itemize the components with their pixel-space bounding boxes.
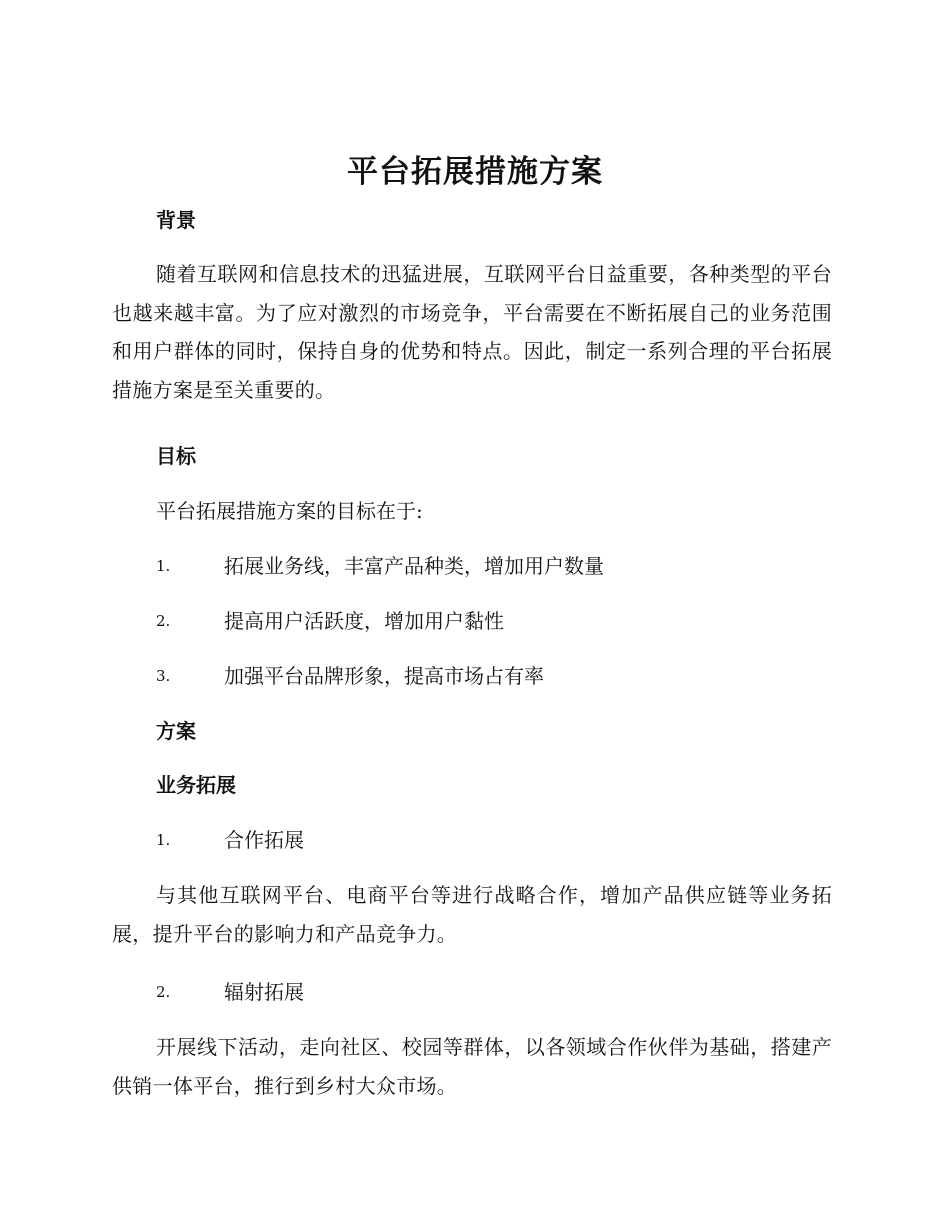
cooperation-expansion-paragraph: 与其他互联网平台、电商平台等进行战略合作，增加产品供应链等业务拓展，提升平台的影响力和产品竞争力。 [112, 883, 832, 946]
goal-item-text: 拓展业务线，丰富产品种类，增加用户数量 [224, 554, 604, 578]
goal-item-text: 加强平台品牌形象，提高市场占有率 [224, 664, 544, 688]
document-title: 平台拓展措施方案 [347, 154, 603, 190]
plan-item-number: 2. [156, 983, 171, 1001]
plan-heading: 方案 [156, 719, 196, 743]
goals-heading: 目标 [156, 444, 196, 468]
goal-item-number: 3. [156, 667, 171, 685]
goal-item-text: 提高用户活跃度，增加用户黏性 [224, 609, 504, 633]
goal-item-number: 2. [156, 612, 171, 630]
background-paragraph: 随着互联网和信息技术的迅猛进展，互联网平台日益重要，各种类型的平台也越来越丰富。为了应对激烈的市场竞争，平台需要在不断拓展自己的业务范围和用户群体的同时，保持自身的优势和特点。因此，制定一系列合理的平台拓展措施方案是至关重要的。 [112, 262, 832, 402]
plan-item-title: 辐射拓展 [224, 980, 304, 1004]
radiation-expansion-paragraph: 开展线下活动，走向社区、校园等群体，以各领域合作伙伴为基础，搭建产供销一体平台，推行到乡村大众市场。 [112, 1035, 832, 1098]
plan-item-number: 1. [156, 831, 171, 849]
plan-item-title: 合作拓展 [224, 828, 304, 852]
business-expansion-heading: 业务拓展 [156, 773, 236, 797]
goals-intro: 平台拓展措施方案的目标在于: [156, 499, 423, 523]
background-heading: 背景 [156, 208, 196, 232]
goal-item-number: 1. [156, 557, 171, 575]
